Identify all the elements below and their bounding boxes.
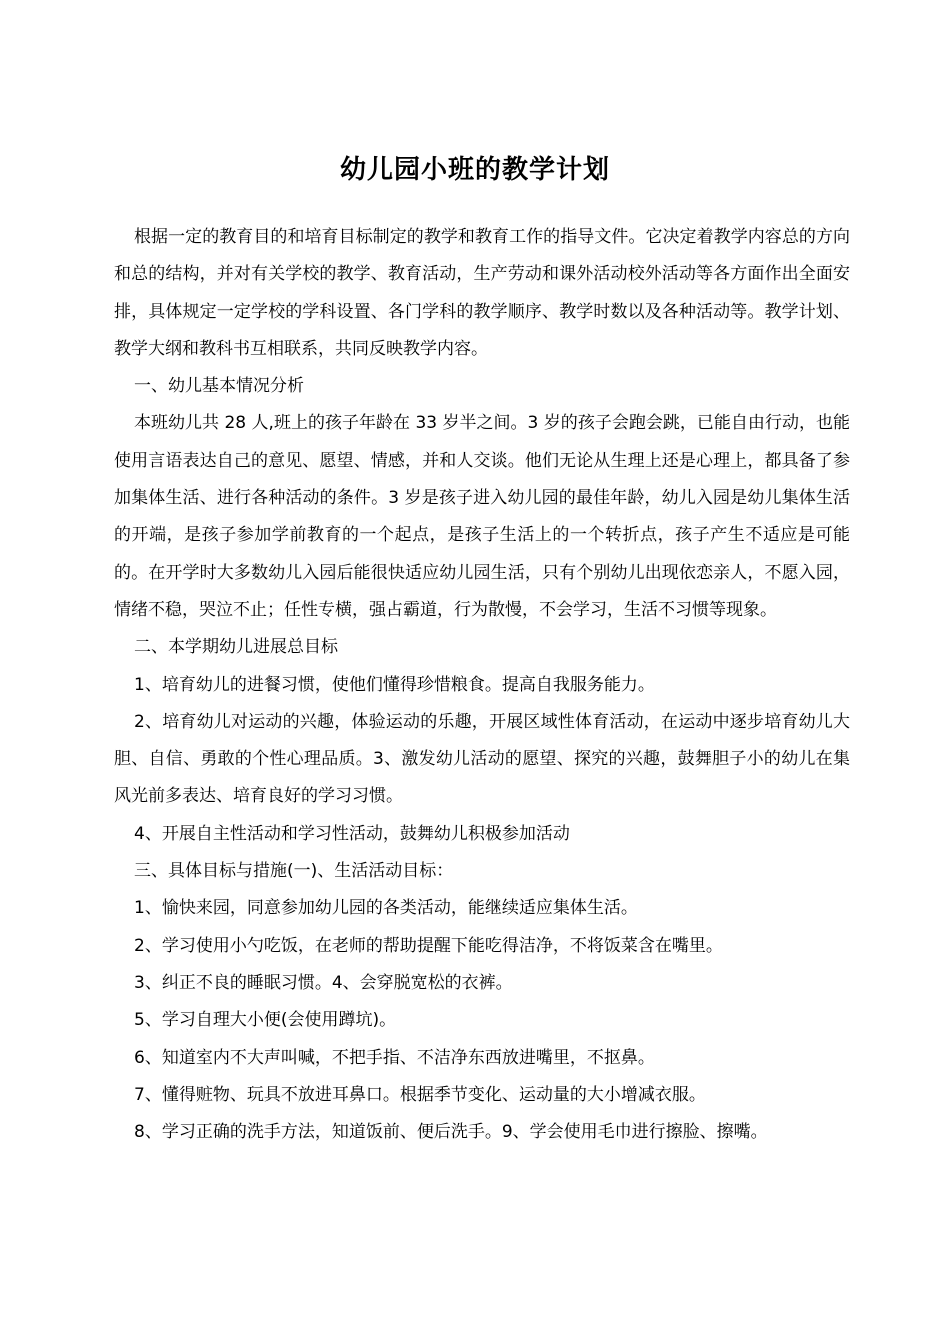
measure-item: 6、知道室内不大声叫喊，不把手指、不洁净东西放进嘴里，不抠鼻。 (134, 1047, 655, 1068)
situation-analysis-paragraph: 本班幼儿共 28 人,班上的孩子年龄在 33 岁半之间。3 岁的孩子会跑会跳，已能自由行动，也能使用言语表达自己的意见、愿望、情感，并和人交谈。他们无论从生理上还是心理上，都具备了参加集体生活、进行各种活动的条件。3 岁是孩子进入幼儿园的最佳年龄，幼儿入园是幼儿集体生活的开端，是孩子参加学前教育的一个起点，是孩子生活上的一个转折点，孩子产生不适应是可能的。在开学时大多数幼儿入园后能很快适应幼儿园生活，只有个别幼儿出现依恋亲人，不愿入园，情绪不稳，哭泣不止；任性专横，强占霸道，行为散慢，不会学习，生活不习惯等现象。 (114, 413, 850, 620)
measure-item: 1、愉快来园，同意参加幼儿园的各类活动，能继续适应集体生活。 (134, 898, 638, 919)
section-heading-3: 三、具体目标与措施(一)、生活活动目标： (134, 861, 454, 882)
document-body (114, 219, 850, 1151)
goal-item: 1、培育幼儿的进餐习惯，使他们懂得珍惜粮食。提高自我服务能力。 (134, 674, 655, 695)
section-heading-1: 一、幼儿基本情况分析 (134, 376, 304, 397)
measure-item: 5、学习自理大小便(会使用蹲坑)。 (134, 1010, 397, 1031)
measure-item: 7、懂得赃物、玩具不放进耳鼻口。根据季节变化、运动量的大小增减衣服。 (134, 1084, 706, 1105)
goal-item: 2、培育幼儿对运动的兴趣，体验运动的乐趣，开展区域性体育活动，在运动中逐步培育幼儿大胆、自信、勇敢的个性心理品质。3、激发幼儿活动的愿望、探究的兴趣，鼓舞胆子小的幼儿在集风光前多表达、培育良好的学习习惯。 (114, 711, 850, 807)
document-title: 幼儿园小班的教学计划 (339, 155, 610, 186)
measure-item: 8、学习正确的洗手方法，知道饭前、便后洗手。9、学会使用毛巾进行擦脸、擦嘴。 (134, 1122, 768, 1143)
measure-item: 3、纠正不良的睡眠习惯。4、会穿脱宽松的衣裤。 (134, 972, 513, 993)
measure-item: 2、学习使用小勺吃饭，在老师的帮助提醒下能吃得洁净，不将饭菜含在嘴里。 (134, 935, 723, 956)
intro-paragraph: 根据一定的教育目的和培育目标制定的教学和教育工作的指导文件。它决定着教学内容总的方向和总的结构，并对有关学校的教学、教育活动，生产劳动和课外活动校外活动等各方面作出全面安排，具体规定一定学校的学科设置、各门学科的教学顺序、教学时数以及各种活动等。教学计划、教学大纲和教科书互相联系，共同反映教学内容。 (114, 227, 850, 359)
goal-item: 4、开展自主性活动和学习性活动，鼓舞幼儿积极参加活动 (134, 823, 570, 844)
section-heading-2: 二、本学期幼儿进展总目标 (134, 637, 338, 658)
